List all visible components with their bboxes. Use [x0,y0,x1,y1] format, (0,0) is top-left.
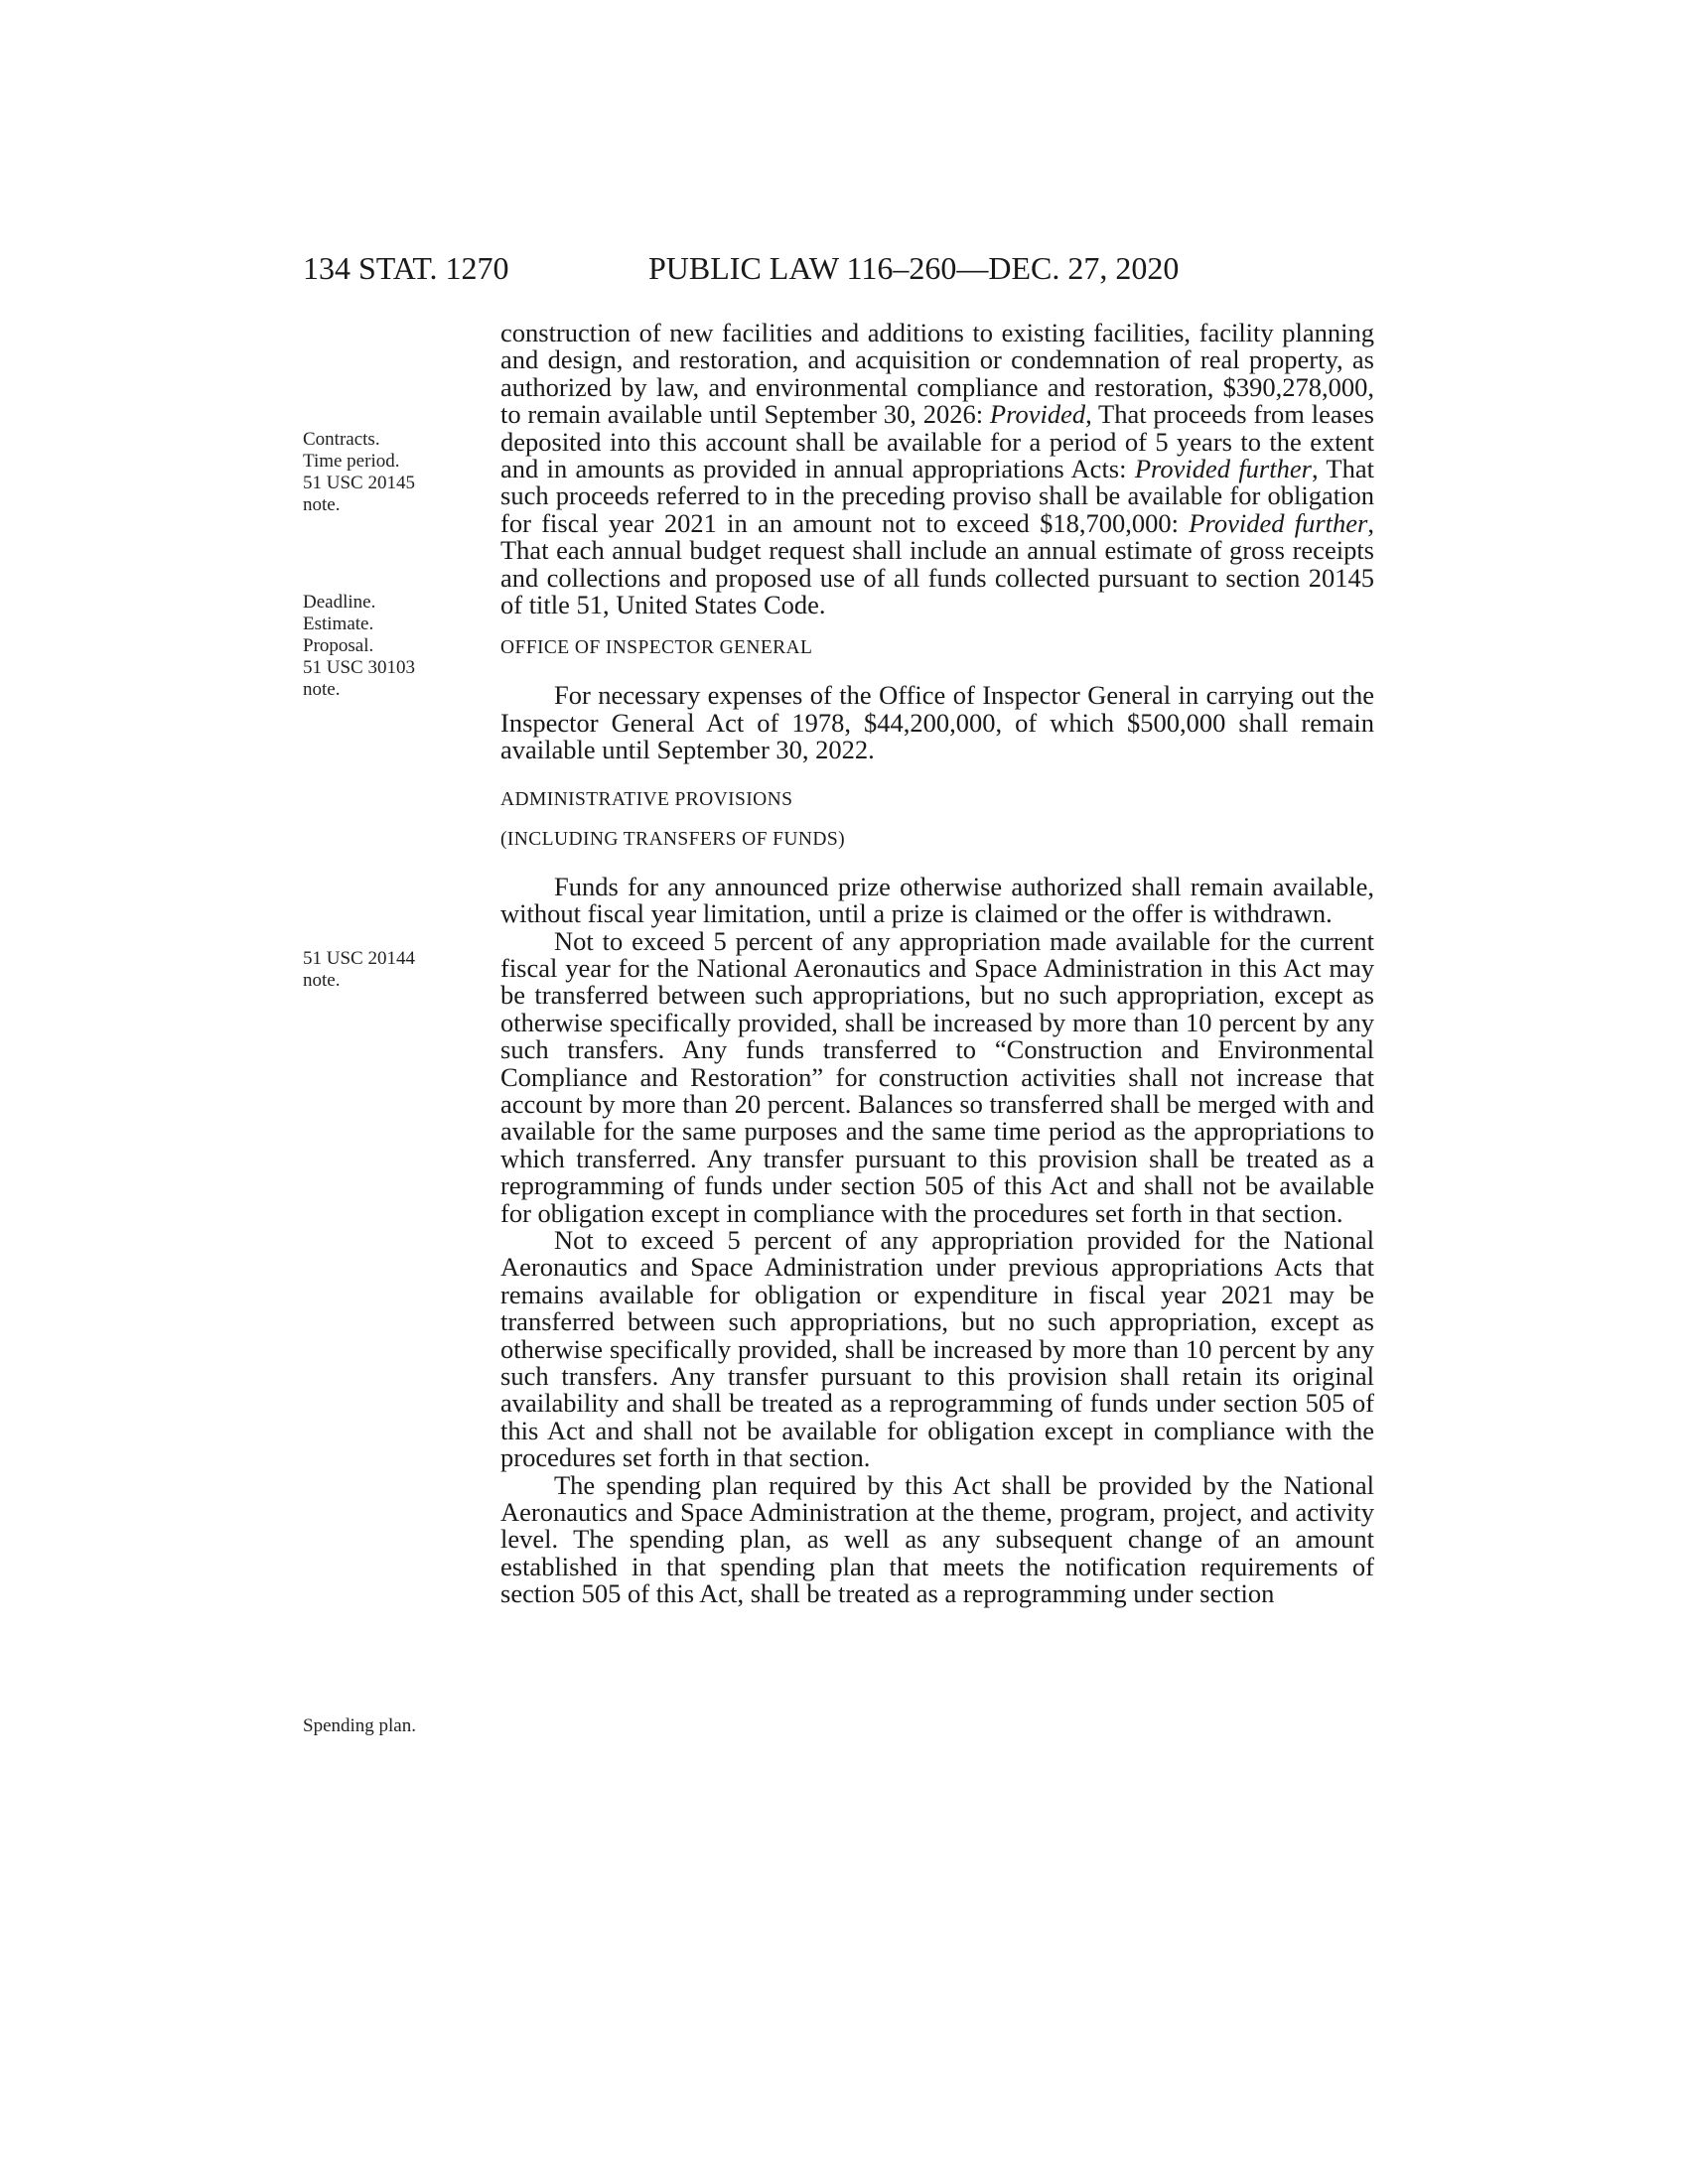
margin-note-line: 51 USC 30103 [303,657,415,678]
section-heading-inspector-general: OFFICE OF INSPECTOR GENERAL [500,637,813,659]
margin-note-line: Proposal. [303,635,374,656]
margin-note-line: 51 USC 20144 [303,948,415,969]
paragraph-construction [500,320,1374,618]
margin-note-line: Spending plan. [303,1715,416,1736]
page-header [303,250,1375,290]
section-subheading-transfers: (INCLUDING TRANSFERS OF FUNDS) [500,828,845,850]
section-heading-administrative-provisions: ADMINISTRATIVE PROVISIONS [500,788,793,810]
margin-note-line: note. [303,970,341,991]
margin-note-line: Contracts. [303,429,380,450]
margin-note-contracts [303,429,462,516]
italic-proviso: Provided further [1189,507,1368,538]
text-run: , That proceeds from leases deposited into this account shall be available for a period of 5 years to the extent and in amounts as provided in annual appropriations Acts: [500,399,1374,484]
text-run: , That such proceeds referred to in the preceding proviso shall be available for obligation for fiscal year 2021 in an amount not to exceed $18,700,000: [500,454,1374,538]
italic-proviso: Provided [989,399,1086,430]
text-run: construction of new facilities and additions to existing facilities, facility planning and design, and restoration, and acquisition or condemnation of real property, as authorized by law, and environmental compliance and restoration, $390,278,000, to remain available until September 30, 2026: [500,318,1374,430]
paragraph-transfer-current: Not to exceed 5 percent of any appropriation made available for the current fiscal year for the National Aeronautics and Space Administration in this Act may be transferred between such appropriations, but no such appropriation, except as otherwise specifically provided, shall be increased by more than 10 percent by any such transfers. Any funds transferred to “Construction and Environmental Compliance and Restoration” for construction activities shall not increase that account by more than 20 percent. Balances so transferred shall be merged with and available for the same purposes and the same time period as the appropriations to which transferred. Any transfer pursuant to this provision shall be treated as a reprogramming of funds under section 505 of this Act and shall not be available for obligation except in compliance with the procedures set forth in that section. [500,925,1374,1228]
paragraph-transfer-previous: Not to exceed 5 percent of any appropriation provided for the National Aeronautics and Space Administration under previous appropriations Acts that remains available for obligation or expenditure in fiscal year 2021 may be transferred between such appropriations, but no such appropriation, except as otherwise specifically provided, shall be increased by more than 10 percent by any such transfers. Any transfer pursuant to this provision shall retain its original availability and shall be treated as a reprogramming of funds under section 505 of this Act and shall not be available for obligation except in compliance with the procedures set forth in that section. [500,1224,1374,1473]
margin-note-line: note. [303,494,341,515]
text-run: , That each annual budget request shall include an annual estimate of gross receipts and collections and proposed use of all funds collected pursuant to section 20145 of title 51, United States Code. [500,507,1374,620]
margin-note-line: Time period. [303,451,400,472]
public-law-citation: PUBLIC LAW 116–260—DEC. 27, 2020 [648,250,1180,286]
body-text-column [500,320,1374,1608]
margin-note-line: 51 USC 20145 [303,473,415,493]
paragraph-spending-plan: The spending plan required by this Act shall be provided by the National Aeronautics and Space Administration at the theme, program, project, and activity level. The spending plan, as well as any subsequent change of an amount established in that spending plan that meets the notification requirements of section 505 of this Act, shall be treated as a reprogramming under section [500,1469,1374,1609]
statute-page-number: 134 STAT. 1270 [303,250,509,286]
paragraph-inspector-general: For necessary expenses of the Office of Inspector General in carrying out the Inspector General Act of 1978, $44,200,000, of which $500,000 shall remain available until September 30, 2022. [500,680,1374,765]
margin-note-line: Deadline. [303,592,376,613]
margin-note-line: note. [303,679,341,700]
italic-proviso: Provided further [1134,454,1312,484]
margin-note-spending-plan [303,1715,462,1737]
margin-note-line: Estimate. [303,614,374,634]
margin-note-usc-20144 [303,948,462,992]
paragraph-prize: Funds for any announced prize otherwise authorized shall remain available, without fiscal year limitation, until a prize is claimed or the offer is withdrawn. [500,871,1374,929]
margin-note-deadline [303,592,462,701]
